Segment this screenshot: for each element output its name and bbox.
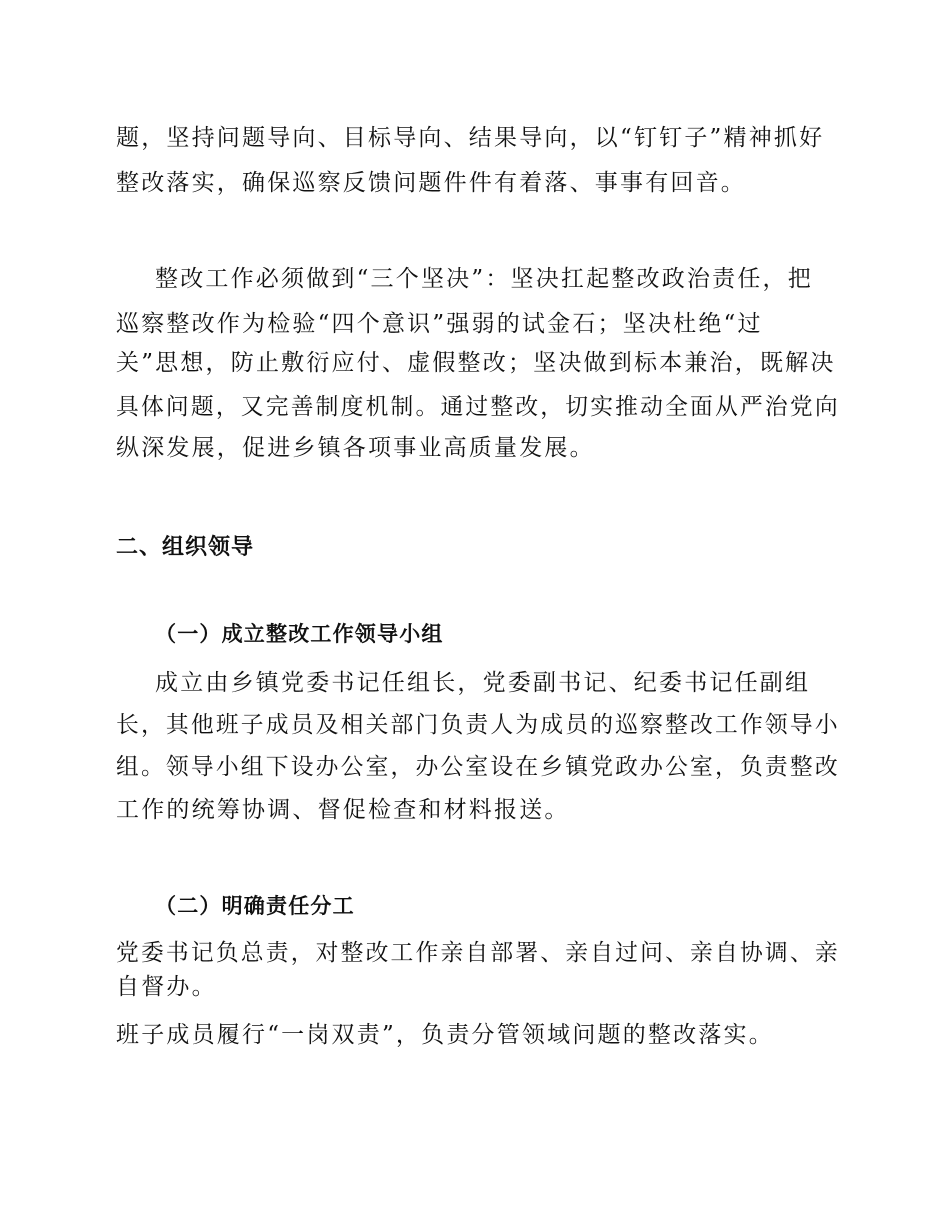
resolves-line-4: 具体问题，又完善制度机制。通过整改，切实推动全面从严治党向 <box>116 394 840 420</box>
intro-line-1: 题，坚持问题导向、目标导向、结果导向，以“钉钉子”精神抓好 <box>116 125 825 151</box>
resolves-line-1: 整改工作必须做到“三个坚决”：坚决扛起整改政治责任，把 <box>155 266 813 292</box>
sub2-para1-line-1: 党委书记负总责，对整改工作亲自部署、亲自过问、亲自协调、亲 <box>116 940 840 966</box>
section-heading: 二、组织领导 <box>116 535 255 560</box>
sub1-line-4: 工作的统筹协调、督促检查和材料报送。 <box>116 797 570 823</box>
resolves-line-3: 关”思想，防止敷衍应付、虚假整改；坚决做到标本兼治，既解决 <box>116 350 836 376</box>
intro-line-2: 整改落实，确保巡察反馈问题件件有着落、事事有回音。 <box>116 170 746 196</box>
subsection-2-heading: （二）明确责任分工 <box>155 894 355 918</box>
subsection-1-heading: （一）成立整改工作领导小组 <box>155 622 444 646</box>
sub1-line-2: 长，其他班子成员及相关部门负责人为成员的巡察整改工作领导小 <box>116 712 840 738</box>
sub1-line-3: 组。领导小组下设办公室，办公室设在乡镇党政办公室，负责整改 <box>116 754 840 780</box>
resolves-line-2: 巡察整改作为检验“四个意识”强弱的试金石；坚决杜绝“过 <box>116 311 763 337</box>
sub2-para1-line-2: 自督办。 <box>116 974 217 1000</box>
sub1-line-1: 成立由乡镇党委书记任组长，党委副书记、纪委书记任副组 <box>155 670 811 696</box>
sub2-para2: 班子成员履行“一岗双责”，负责分管领域问题的整改落实。 <box>116 1022 774 1048</box>
resolves-line-5: 纵深发展，促进乡镇各项事业高质量发展。 <box>116 435 595 461</box>
